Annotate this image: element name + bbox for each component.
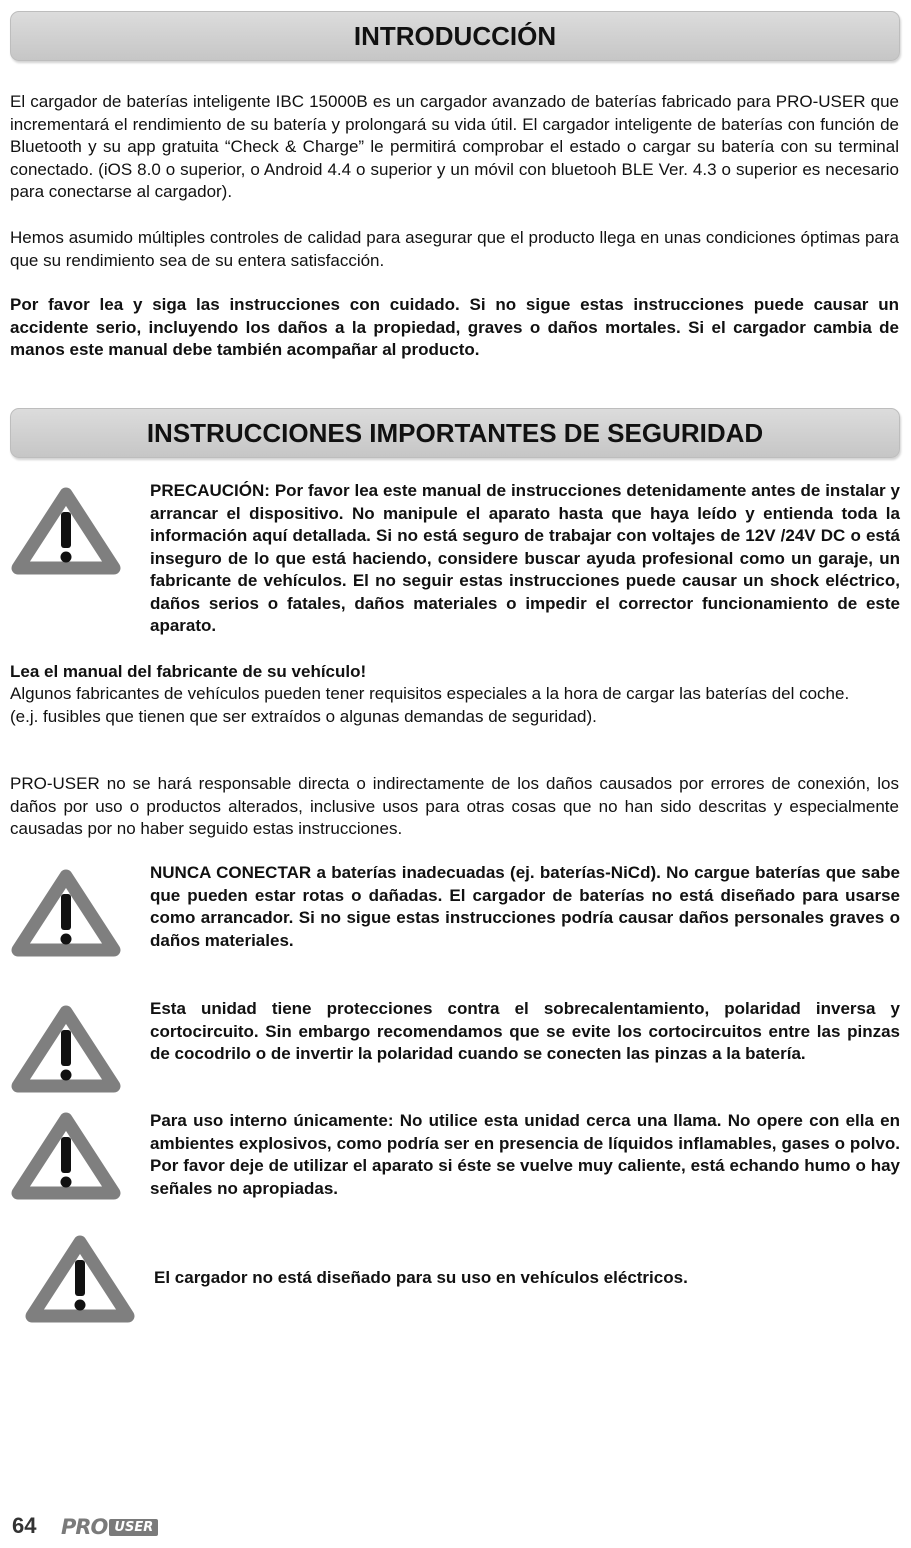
warning-triangle-icon <box>24 1230 136 1326</box>
warning-electric-vehicles: El cargador no está diseñado para su uso en vehículos eléctricos. <box>154 1268 688 1287</box>
warning-triangle-icon <box>10 482 122 578</box>
intro-paragraph-1: El cargador de baterías inteligente IBC 15000B es un cargador avanzado de baterías fabricado para PRO-USER que incrementará el rendimiento de su batería y prolongará su vida útil. El cargador inteligente de baterías con función de Bluetooth y su app gratuita “Check & Charge” le permitirá comprobar el estado o cargar su batería con su terminal conectado. (iOS 8.0 o superior, o Android 4.4 o superior y un móvil con bluetooh BLE Ver. 4.3 o superior es necesario para conectarse al cargador). <box>10 92 899 201</box>
warning-protection: Esta unidad tiene protecciones contra el sobrecalentamiento, polaridad inversa y cortocircuito. Sin embargo recomendamos que se evite los cortocircuitos entre las pinzas de cocodrilo o de invertir la polaridad cuando se conecten las pinzas a la batería. <box>150 999 900 1063</box>
liability-paragraph: PRO-USER no se hará responsable directa o indirectamente de los daños causados por errores de conexión, los daños por uso o productos alterados, inclusive usos para otras cosas que no han sido descritas y especialmente causadas por no haber seguido estas instrucciones. <box>10 774 899 838</box>
pro-user-logo <box>61 1515 158 1539</box>
warning-never-connect: NUNCA CONECTAR a baterías inadecuadas (ej. baterías-NiCd). No cargue baterías que sabe que pueden estar rotas o dañadas. El cargador de baterías no está diseñado para usarse como arrancador. Si no sigue estas instrucciones podría causar daños personales graves o daños materiales. <box>150 863 900 950</box>
manual-text-line-2: (e.j. fusibles que tienen que ser extraídos o algunas demandas de seguridad). <box>10 706 597 726</box>
warning-triangle-icon <box>10 1107 122 1203</box>
manual-text <box>10 683 899 728</box>
logo-user-text: USER <box>109 1519 158 1536</box>
manual-text-line-1: Algunos fabricantes de vehículos pueden tener requisitos especiales a la hora de cargar las baterías del coche. <box>10 684 850 703</box>
page-number: 64 <box>12 1513 37 1538</box>
intro-warning-paragraph: Por favor lea y siga las instrucciones con cuidado. Si no sigue estas instrucciones puede causar un accidente serio, incluyendo los daños a la propiedad, graves o daños mortales. Si el cargador cambia de manos este manual debe también acompañar al producto. <box>10 295 899 359</box>
intro-paragraph-2: Hemos asumido múltiples controles de calidad para asegurar que el producto llega en unas condiciones óptimas para que su rendimiento sea de su entera satisfacción. <box>10 228 899 270</box>
warning-indoor-use: Para uso interno únicamente: No utilice esta unidad cerca una llama. No opere con ella en ambientes explosivos, como podría ser en presencia de líquidos inflamables, gases o polvo. Por favor deje de utilizar el aparato si éste se vuelve muy caliente, está echando humo o hay señales no apropiadas. <box>150 1111 900 1198</box>
intro-section-title: INTRODUCCIÓN <box>10 11 900 61</box>
logo-pro-text: PRO <box>61 1515 108 1539</box>
caution-text: PRECAUCIÓN: Por favor lea este manual de instrucciones detenidamente antes de instalar y arrancar el dispositivo. No manipule el aparato hasta que haya leído y entienda toda la información aquí detallada. Si no está seguro de trabajar con voltajes de 12V /24V DC o está inseguro de lo que está haciendo, considere buscar ayuda profesional como un garaje, un fabricante de vehículos. El no seguir estas instrucciones puede causar un shock eléctrico, daños serios o fatales, daños materiales o impedir el corrector funcionamiento de este aparato. <box>150 481 900 635</box>
safety-section-title: INSTRUCCIONES IMPORTANTES DE SEGURIDAD <box>10 408 900 458</box>
warning-triangle-icon <box>10 864 122 960</box>
manual-heading: Lea el manual del fabricante de su vehículo! <box>10 662 367 681</box>
warning-triangle-icon <box>10 1000 122 1096</box>
